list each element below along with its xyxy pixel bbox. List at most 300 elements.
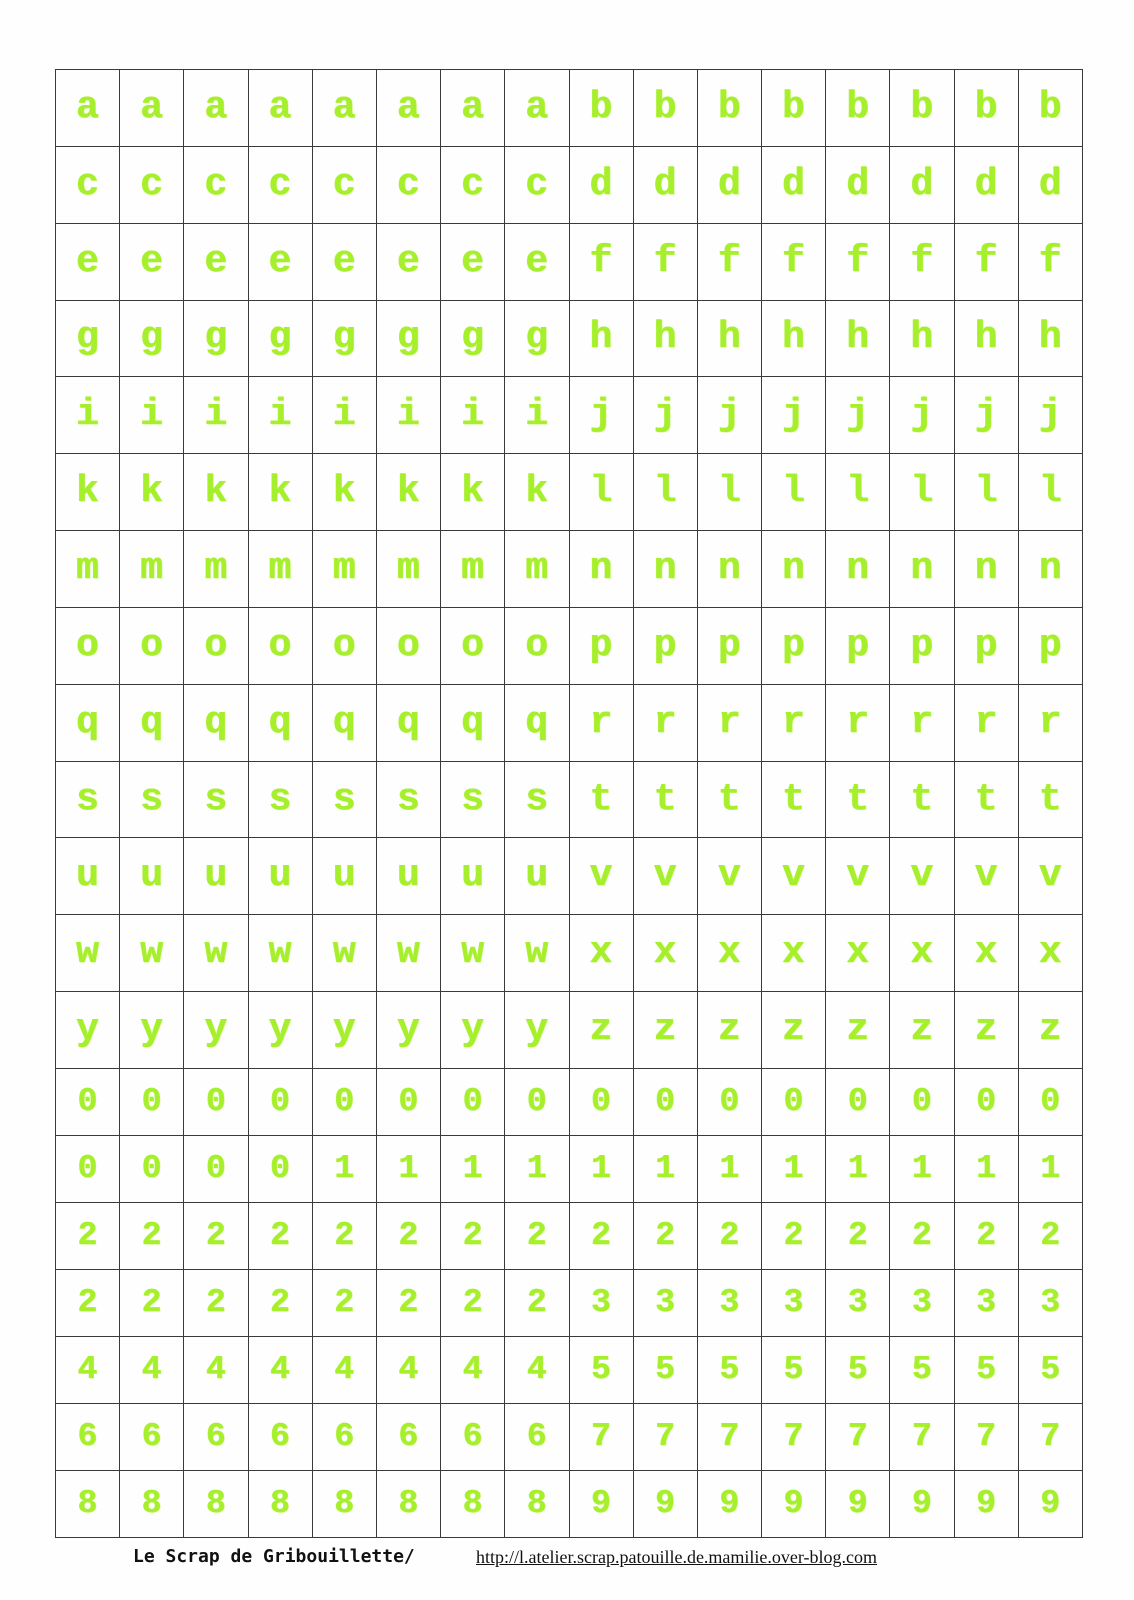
glyph-cell: m bbox=[56, 531, 120, 608]
glyph-cell: 8 bbox=[441, 1470, 505, 1537]
glyph-cell: z bbox=[954, 992, 1018, 1069]
glyph-cell: 5 bbox=[633, 1336, 697, 1403]
glyph-cell: 1 bbox=[954, 1135, 1018, 1202]
glyph-cell: 6 bbox=[120, 1403, 184, 1470]
glyph-cell: 1 bbox=[762, 1135, 826, 1202]
glyph-cell: h bbox=[954, 300, 1018, 377]
glyph-cell: 8 bbox=[56, 1470, 120, 1537]
glyph-cell: j bbox=[1018, 377, 1082, 454]
grid-row bbox=[56, 992, 1083, 1069]
glyph-cell: c bbox=[505, 146, 569, 223]
glyph-cell: d bbox=[697, 146, 761, 223]
glyph-cell: y bbox=[120, 992, 184, 1069]
grid-row bbox=[56, 454, 1083, 531]
glyph-cell: t bbox=[762, 761, 826, 838]
glyph-cell: b bbox=[1018, 70, 1082, 147]
glyph-cell: h bbox=[762, 300, 826, 377]
glyph-cell: n bbox=[954, 531, 1018, 608]
glyph-cell: z bbox=[826, 992, 890, 1069]
glyph-cell: 4 bbox=[376, 1336, 440, 1403]
glyph-cell: q bbox=[184, 684, 248, 761]
glyph-cell: v bbox=[697, 838, 761, 915]
glyph-cell: 9 bbox=[954, 1470, 1018, 1537]
glyph-cell: a bbox=[184, 70, 248, 147]
glyph-cell: r bbox=[1018, 684, 1082, 761]
glyph-cell: 9 bbox=[1018, 1470, 1082, 1537]
glyph-cell: r bbox=[697, 684, 761, 761]
glyph-cell: 0 bbox=[505, 1068, 569, 1135]
glyph-cell: h bbox=[697, 300, 761, 377]
glyph-cell: 3 bbox=[569, 1269, 633, 1336]
glyph-cell: z bbox=[762, 992, 826, 1069]
glyph-cell: 2 bbox=[697, 1202, 761, 1269]
glyph-cell: x bbox=[1018, 915, 1082, 992]
glyph-cell: a bbox=[376, 70, 440, 147]
glyph-cell: 1 bbox=[569, 1135, 633, 1202]
glyph-cell: h bbox=[890, 300, 954, 377]
glyph-cell: n bbox=[569, 531, 633, 608]
glyph-cell: c bbox=[441, 146, 505, 223]
grid-row bbox=[56, 1336, 1083, 1403]
glyph-cell: 1 bbox=[826, 1135, 890, 1202]
glyph-cell: s bbox=[120, 761, 184, 838]
glyph-cell: l bbox=[633, 454, 697, 531]
glyph-cell: h bbox=[569, 300, 633, 377]
glyph-cell: g bbox=[441, 300, 505, 377]
glyph-cell: 1 bbox=[312, 1135, 376, 1202]
glyph-cell: g bbox=[248, 300, 312, 377]
glyph-cell: m bbox=[184, 531, 248, 608]
glyph-cell: 2 bbox=[312, 1202, 376, 1269]
glyph-cell: f bbox=[826, 223, 890, 300]
glyph-cell: 2 bbox=[248, 1202, 312, 1269]
grid-row bbox=[56, 1269, 1083, 1336]
glyph-cell: 1 bbox=[697, 1135, 761, 1202]
glyph-cell: t bbox=[890, 761, 954, 838]
glyph-cell: a bbox=[312, 70, 376, 147]
glyph-cell: 2 bbox=[120, 1269, 184, 1336]
glyph-cell: 4 bbox=[505, 1336, 569, 1403]
glyph-cell: b bbox=[826, 70, 890, 147]
glyph-cell: 6 bbox=[441, 1403, 505, 1470]
glyph-cell: v bbox=[762, 838, 826, 915]
glyph-cell: 6 bbox=[505, 1403, 569, 1470]
glyph-cell: v bbox=[569, 838, 633, 915]
glyph-cell: 8 bbox=[312, 1470, 376, 1537]
glyph-cell: z bbox=[633, 992, 697, 1069]
glyph-cell: p bbox=[826, 607, 890, 684]
glyph-cell: 0 bbox=[56, 1068, 120, 1135]
glyph-cell: x bbox=[826, 915, 890, 992]
grid-row bbox=[56, 607, 1083, 684]
glyph-cell: 0 bbox=[1018, 1068, 1082, 1135]
glyph-cell: 0 bbox=[120, 1135, 184, 1202]
glyph-cell: f bbox=[697, 223, 761, 300]
glyph-cell: q bbox=[312, 684, 376, 761]
glyph-cell: h bbox=[1018, 300, 1082, 377]
glyph-cell: x bbox=[762, 915, 826, 992]
glyph-cell: c bbox=[184, 146, 248, 223]
glyph-cell: 6 bbox=[376, 1403, 440, 1470]
glyph-cell: x bbox=[954, 915, 1018, 992]
glyph-cell: 0 bbox=[376, 1068, 440, 1135]
glyph-cell: a bbox=[56, 70, 120, 147]
glyph-cell: o bbox=[505, 607, 569, 684]
glyph-cell: 4 bbox=[184, 1336, 248, 1403]
glyph-cell: 0 bbox=[569, 1068, 633, 1135]
glyph-cell: p bbox=[762, 607, 826, 684]
glyph-cell: y bbox=[184, 992, 248, 1069]
glyph-cell: s bbox=[56, 761, 120, 838]
glyph-cell: t bbox=[826, 761, 890, 838]
glyph-cell: 8 bbox=[505, 1470, 569, 1537]
glyph-cell: m bbox=[248, 531, 312, 608]
glyph-cell: a bbox=[120, 70, 184, 147]
glyph-cell: p bbox=[697, 607, 761, 684]
glyph-cell: b bbox=[697, 70, 761, 147]
glyph-cell: d bbox=[826, 146, 890, 223]
grid-row bbox=[56, 531, 1083, 608]
glyph-cell: 2 bbox=[890, 1202, 954, 1269]
glyph-cell: n bbox=[826, 531, 890, 608]
glyph-cell: g bbox=[312, 300, 376, 377]
glyph-cell: 0 bbox=[184, 1068, 248, 1135]
glyph-cell: t bbox=[569, 761, 633, 838]
glyph-cell: l bbox=[954, 454, 1018, 531]
glyph-cell: u bbox=[376, 838, 440, 915]
glyph-cell: r bbox=[954, 684, 1018, 761]
glyph-cell: 4 bbox=[120, 1336, 184, 1403]
glyph-cell: i bbox=[184, 377, 248, 454]
glyph-cell: p bbox=[1018, 607, 1082, 684]
glyph-cell: b bbox=[569, 70, 633, 147]
glyph-cell: g bbox=[120, 300, 184, 377]
glyph-cell: k bbox=[312, 454, 376, 531]
glyph-cell: v bbox=[633, 838, 697, 915]
glyph-cell: 1 bbox=[441, 1135, 505, 1202]
glyph-cell: 7 bbox=[954, 1403, 1018, 1470]
glyph-cell: u bbox=[56, 838, 120, 915]
glyph-cell: j bbox=[569, 377, 633, 454]
glyph-cell: 4 bbox=[441, 1336, 505, 1403]
glyph-cell: y bbox=[376, 992, 440, 1069]
glyph-cell: q bbox=[441, 684, 505, 761]
glyph-cell: 7 bbox=[569, 1403, 633, 1470]
glyph-cell: 7 bbox=[890, 1403, 954, 1470]
grid-row bbox=[56, 1135, 1083, 1202]
glyph-cell: o bbox=[248, 607, 312, 684]
glyph-cell: j bbox=[762, 377, 826, 454]
glyph-cell: 6 bbox=[184, 1403, 248, 1470]
glyph-cell: d bbox=[569, 146, 633, 223]
glyph-cell: p bbox=[954, 607, 1018, 684]
glyph-cell: 2 bbox=[505, 1269, 569, 1336]
glyph-cell: r bbox=[633, 684, 697, 761]
glyph-cell: i bbox=[248, 377, 312, 454]
glyph-cell: e bbox=[441, 223, 505, 300]
glyph-cell: 2 bbox=[184, 1202, 248, 1269]
glyph-cell: 0 bbox=[954, 1068, 1018, 1135]
glyph-cell: w bbox=[505, 915, 569, 992]
glyph-cell: 1 bbox=[376, 1135, 440, 1202]
footer-link[interactable]: http://l.atelier.scrap.patouille.de.mamilie.over-blog.com bbox=[476, 1547, 878, 1567]
glyph-cell: 8 bbox=[120, 1470, 184, 1537]
glyph-cell: m bbox=[505, 531, 569, 608]
glyph-cell: s bbox=[505, 761, 569, 838]
glyph-cell: 7 bbox=[633, 1403, 697, 1470]
glyph-cell: n bbox=[697, 531, 761, 608]
glyph-cell: i bbox=[505, 377, 569, 454]
glyph-cell: 2 bbox=[184, 1269, 248, 1336]
glyph-cell: b bbox=[633, 70, 697, 147]
grid-row bbox=[56, 1202, 1083, 1269]
glyph-cell: 7 bbox=[826, 1403, 890, 1470]
glyph-cell: t bbox=[1018, 761, 1082, 838]
glyph-cell: 3 bbox=[697, 1269, 761, 1336]
glyph-cell: 9 bbox=[697, 1470, 761, 1537]
glyph-cell: g bbox=[376, 300, 440, 377]
glyph-cell: 2 bbox=[633, 1202, 697, 1269]
glyph-cell: e bbox=[56, 223, 120, 300]
glyph-cell: 2 bbox=[954, 1202, 1018, 1269]
glyph-cell: w bbox=[120, 915, 184, 992]
grid-row bbox=[56, 761, 1083, 838]
glyph-cell: x bbox=[890, 915, 954, 992]
glyph-cell: j bbox=[890, 377, 954, 454]
glyph-cell: 0 bbox=[762, 1068, 826, 1135]
glyph-cell: x bbox=[569, 915, 633, 992]
glyph-cell: 9 bbox=[569, 1470, 633, 1537]
glyph-cell: d bbox=[890, 146, 954, 223]
glyph-cell: 0 bbox=[697, 1068, 761, 1135]
glyph-cell: c bbox=[376, 146, 440, 223]
glyph-cell: 2 bbox=[762, 1202, 826, 1269]
glyph-cell: v bbox=[954, 838, 1018, 915]
glyph-cell: r bbox=[890, 684, 954, 761]
glyph-cell: c bbox=[56, 146, 120, 223]
glyph-cell: y bbox=[505, 992, 569, 1069]
glyph-cell: 8 bbox=[184, 1470, 248, 1537]
glyph-cell: w bbox=[441, 915, 505, 992]
footer-credit: Le Scrap de Gribouillette/ bbox=[133, 1546, 415, 1567]
glyph-cell: 2 bbox=[56, 1269, 120, 1336]
glyph-cell: j bbox=[633, 377, 697, 454]
glyph-cell: q bbox=[376, 684, 440, 761]
glyph-cell: p bbox=[890, 607, 954, 684]
glyph-cell: 6 bbox=[56, 1403, 120, 1470]
glyph-cell: h bbox=[826, 300, 890, 377]
glyph-cell: k bbox=[248, 454, 312, 531]
glyph-cell: o bbox=[120, 607, 184, 684]
glyph-cell: y bbox=[312, 992, 376, 1069]
glyph-cell: q bbox=[505, 684, 569, 761]
glyph-cell: 4 bbox=[248, 1336, 312, 1403]
glyph-cell: f bbox=[954, 223, 1018, 300]
letter-grid bbox=[55, 69, 1083, 1538]
glyph-cell: 0 bbox=[56, 1135, 120, 1202]
grid-row bbox=[56, 838, 1083, 915]
glyph-cell: v bbox=[1018, 838, 1082, 915]
grid-row bbox=[56, 146, 1083, 223]
glyph-cell: 1 bbox=[890, 1135, 954, 1202]
glyph-cell: c bbox=[248, 146, 312, 223]
glyph-cell: z bbox=[697, 992, 761, 1069]
glyph-cell: f bbox=[633, 223, 697, 300]
glyph-cell: 5 bbox=[1018, 1336, 1082, 1403]
glyph-cell: q bbox=[56, 684, 120, 761]
glyph-cell: b bbox=[762, 70, 826, 147]
grid-row bbox=[56, 70, 1083, 147]
glyph-cell: 3 bbox=[1018, 1269, 1082, 1336]
glyph-cell: u bbox=[248, 838, 312, 915]
glyph-cell: e bbox=[505, 223, 569, 300]
glyph-cell: f bbox=[762, 223, 826, 300]
glyph-cell: 5 bbox=[762, 1336, 826, 1403]
glyph-cell: r bbox=[762, 684, 826, 761]
glyph-cell: f bbox=[890, 223, 954, 300]
glyph-cell: p bbox=[569, 607, 633, 684]
glyph-cell: s bbox=[312, 761, 376, 838]
glyph-cell: f bbox=[1018, 223, 1082, 300]
glyph-cell: e bbox=[120, 223, 184, 300]
glyph-cell: e bbox=[248, 223, 312, 300]
glyph-cell: 2 bbox=[120, 1202, 184, 1269]
glyph-cell: a bbox=[505, 70, 569, 147]
glyph-cell: 0 bbox=[248, 1068, 312, 1135]
glyph-cell: 3 bbox=[954, 1269, 1018, 1336]
glyph-cell: h bbox=[633, 300, 697, 377]
glyph-cell: 5 bbox=[697, 1336, 761, 1403]
glyph-cell: 0 bbox=[826, 1068, 890, 1135]
glyph-cell: 5 bbox=[890, 1336, 954, 1403]
glyph-cell: 5 bbox=[826, 1336, 890, 1403]
glyph-cell: 8 bbox=[376, 1470, 440, 1537]
glyph-cell: y bbox=[248, 992, 312, 1069]
glyph-cell: z bbox=[1018, 992, 1082, 1069]
glyph-cell: d bbox=[1018, 146, 1082, 223]
glyph-cell: z bbox=[569, 992, 633, 1069]
glyph-cell: a bbox=[248, 70, 312, 147]
glyph-cell: q bbox=[120, 684, 184, 761]
glyph-cell: 3 bbox=[890, 1269, 954, 1336]
glyph-cell: m bbox=[441, 531, 505, 608]
glyph-cell: 0 bbox=[120, 1068, 184, 1135]
glyph-cell: i bbox=[376, 377, 440, 454]
glyph-cell: k bbox=[184, 454, 248, 531]
glyph-cell: u bbox=[120, 838, 184, 915]
glyph-cell: 1 bbox=[505, 1135, 569, 1202]
glyph-cell: l bbox=[1018, 454, 1082, 531]
glyph-cell: d bbox=[954, 146, 1018, 223]
glyph-cell: q bbox=[248, 684, 312, 761]
glyph-cell: i bbox=[312, 377, 376, 454]
glyph-cell: j bbox=[954, 377, 1018, 454]
glyph-cell: 2 bbox=[376, 1269, 440, 1336]
glyph-cell: o bbox=[184, 607, 248, 684]
glyph-cell: o bbox=[312, 607, 376, 684]
glyph-cell: 0 bbox=[633, 1068, 697, 1135]
glyph-cell: s bbox=[248, 761, 312, 838]
glyph-cell: 2 bbox=[826, 1202, 890, 1269]
glyph-cell: 9 bbox=[633, 1470, 697, 1537]
glyph-cell: v bbox=[826, 838, 890, 915]
glyph-cell: i bbox=[441, 377, 505, 454]
glyph-cell: r bbox=[569, 684, 633, 761]
glyph-cell: o bbox=[441, 607, 505, 684]
glyph-cell: 4 bbox=[56, 1336, 120, 1403]
glyph-cell: i bbox=[120, 377, 184, 454]
glyph-cell: 2 bbox=[569, 1202, 633, 1269]
glyph-cell: 9 bbox=[762, 1470, 826, 1537]
glyph-cell: w bbox=[376, 915, 440, 992]
glyph-cell: 6 bbox=[248, 1403, 312, 1470]
glyph-cell: 0 bbox=[184, 1135, 248, 1202]
glyph-cell: 0 bbox=[248, 1135, 312, 1202]
glyph-cell: 2 bbox=[441, 1269, 505, 1336]
glyph-cell: a bbox=[441, 70, 505, 147]
glyph-cell: n bbox=[890, 531, 954, 608]
glyph-cell: i bbox=[56, 377, 120, 454]
glyph-cell: t bbox=[954, 761, 1018, 838]
glyph-cell: 9 bbox=[890, 1470, 954, 1537]
glyph-cell: 7 bbox=[697, 1403, 761, 1470]
glyph-cell: 2 bbox=[312, 1269, 376, 1336]
grid-row bbox=[56, 223, 1083, 300]
footer bbox=[0, 1546, 1134, 1574]
glyph-cell: e bbox=[184, 223, 248, 300]
glyph-cell: 4 bbox=[312, 1336, 376, 1403]
glyph-cell: w bbox=[312, 915, 376, 992]
glyph-cell: 0 bbox=[890, 1068, 954, 1135]
glyph-cell: 5 bbox=[954, 1336, 1018, 1403]
glyph-cell: 3 bbox=[633, 1269, 697, 1336]
glyph-cell: 7 bbox=[1018, 1403, 1082, 1470]
glyph-cell: u bbox=[505, 838, 569, 915]
glyph-cell: 6 bbox=[312, 1403, 376, 1470]
glyph-cell: n bbox=[633, 531, 697, 608]
glyph-cell: v bbox=[890, 838, 954, 915]
grid-row bbox=[56, 1470, 1083, 1537]
glyph-cell: 7 bbox=[762, 1403, 826, 1470]
glyph-cell: j bbox=[826, 377, 890, 454]
glyph-cell: d bbox=[762, 146, 826, 223]
glyph-cell: k bbox=[120, 454, 184, 531]
glyph-cell: 2 bbox=[505, 1202, 569, 1269]
glyph-cell: 8 bbox=[248, 1470, 312, 1537]
glyph-cell: n bbox=[1018, 531, 1082, 608]
glyph-cell: w bbox=[248, 915, 312, 992]
glyph-cell: o bbox=[376, 607, 440, 684]
glyph-cell: r bbox=[826, 684, 890, 761]
glyph-cell: m bbox=[120, 531, 184, 608]
grid-row bbox=[56, 300, 1083, 377]
glyph-cell: d bbox=[633, 146, 697, 223]
glyph-cell: l bbox=[697, 454, 761, 531]
glyph-cell: 2 bbox=[441, 1202, 505, 1269]
glyph-cell: l bbox=[569, 454, 633, 531]
grid-row bbox=[56, 684, 1083, 761]
grid-row bbox=[56, 1403, 1083, 1470]
glyph-cell: 2 bbox=[376, 1202, 440, 1269]
glyph-cell: b bbox=[890, 70, 954, 147]
glyph-cell: e bbox=[376, 223, 440, 300]
glyph-cell: w bbox=[184, 915, 248, 992]
glyph-cell: 2 bbox=[1018, 1202, 1082, 1269]
glyph-cell: 9 bbox=[826, 1470, 890, 1537]
glyph-cell: 3 bbox=[826, 1269, 890, 1336]
glyph-cell: 1 bbox=[1018, 1135, 1082, 1202]
glyph-cell: e bbox=[312, 223, 376, 300]
